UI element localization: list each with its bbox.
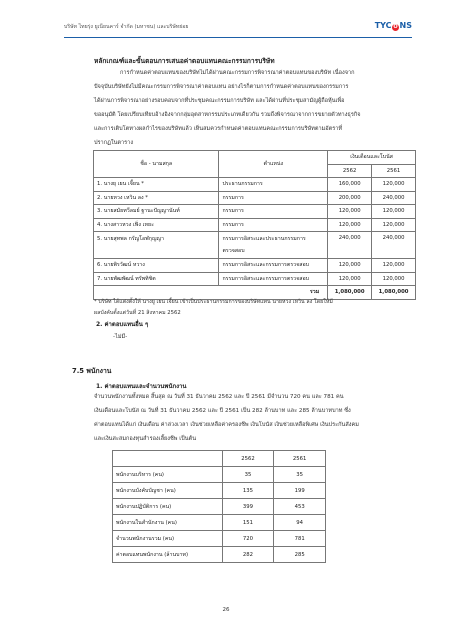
table-row: พนักงานบริหาร (คน) 35 35 [113, 467, 326, 483]
col-header-year: 2562 [222, 451, 274, 467]
table-row: 2. นายหวง เหวิน ลง * กรรมการ 200,000 240,000 [94, 191, 416, 205]
table-row: จำนวนพนักงานรวม (คน) 720 781 [113, 531, 326, 547]
footnote: * บริษัท ได้แต่งตั้งให้ นางยู เยน เจี้ยน เข้าเป็นประธานกรรมการของบริษัทแทน นายหวง เหวิน ลง โดยให้มี ผลบังคับตั้งแต่วันที่ 21 สิงหาคม 2562 [94, 299, 333, 316]
staff-table [112, 450, 326, 563]
staff-section-title: 7.5 พนักงาน [72, 367, 112, 375]
company-logo: TYC O NS [374, 21, 412, 30]
table-row: 1. นางยุ เยน เจี้ยน * ประธานกรรมการ 160,000 120,000 [94, 178, 416, 192]
col-header-year: 2562 [328, 164, 372, 178]
director-remuneration-table [93, 150, 416, 300]
other-compensation-value: -ไม่มี- [113, 334, 128, 340]
table-row: พนักงานบังคับบัญชา (คน) 135 199 [113, 483, 326, 499]
col-header-name: ชื่อ - นามสกุล [94, 151, 219, 178]
table-row: พนักงานในสำนักงาน (คน) 151 94 [113, 515, 326, 531]
table-row: 3. นายสมัยทวีลมย์ ฐานะปัญญานันท์ กรรมการ 120,000 120,000 [94, 205, 416, 219]
table-row: 7. นายพัฒพัฒน์ ทรัพทิชิต กรรมการอิสระและกรรมการตรวจสอบ 120,000 120,000 [94, 272, 416, 286]
col-header-year: 2561 [372, 164, 416, 178]
col-header-year: 2561 [274, 451, 326, 467]
other-compensation-title: 2. ค่าตอบแทนอื่น ๆ [96, 321, 149, 328]
table-row: 4. นางสาวหวง เฟิ่ง เหยะ กรรมการ 120,000 120,000 [94, 218, 416, 232]
company-name: บริษัท ไทยรุ่ง ยูเนียนคาร์ จำกัด (มหาชน) และบริษัทย่อย [64, 24, 189, 30]
page-header [64, 21, 412, 35]
table-row: 5. นายสุทพล กรัญโอฬกุญญา กรรมการอิสระและประธานกรรมการ ตรวจสอบ 240,000 240,000 [94, 232, 416, 259]
remuneration-paragraph: การกำหนดค่าตอบแทนของบริษัทไม่ได้ผ่านคณะกรรมการพิจารณาค่าตอบแทนของบริษัท เนื่องจาก ปัจจุบันบริษัทยังไม่มีคณะกรรมการพิจารณาค่าตอบแทน อย่างไรก็ตามการกำหนดค่าตอบแทนของกรรมการ ได้ผ่านการพิจารณาอย่างรอบคอบจากที่ประชุมคณะกรรมการบริษัท และได้ผ่านที่ประชุมสามัญผู้ถือหุ้นเพื่อ ขออนุมัติ โดยเปรียบเทียบอ้างอิงจากกลุ่มอุตสาหกรรมประเภทเดียวกัน รวมถึงพิจารณาจากการขยายตัวทางธุรกิจ และการเติบโตทางผลกำไรของบริษัทแล้ว เห็นสมควรกำหนดค่าตอบแทนคณะกรรมการบริษัทตามอัตราที่ ปรากฏในตาราง [94, 70, 361, 146]
table-row: ค่าตอบแทนพนักงาน (ล้านบาท) 282 285 [113, 547, 326, 563]
col-header-salary-bonus: เงินเดือนและโบนัส [328, 151, 416, 165]
staff-subtitle: 1. ค่าตอบแทนและจำนวนพนักงาน [96, 383, 187, 390]
col-header-position: ตำแหน่ง [219, 151, 328, 178]
table-row: พนักงานปฏิบัติการ (คน) 399 453 [113, 499, 326, 515]
remuneration-title: หลักเกณฑ์และขั้นตอนการเสนอค่าตอบแทนคณะกรรมการบริษัท [94, 57, 275, 65]
header-rule [64, 37, 412, 38]
page-number: 26 [222, 607, 230, 613]
logo-mark: O [393, 24, 398, 30]
staff-paragraph: จำนวนพนักงานทั้งหมด สิ้นสุด ณ วันที่ 31 ธันวาคม 2562 และ ปี 2561 มีจำนวน 720 คน และ 781 คน เงินเดือนและโบนัส ณ วันที่ 31 ธันวาคม 2562 และ ปี 2561 เป็น 282 ล้านบาท และ 285 ล้านบาทบาท ซึ่ง ค่าตอบแทนได้แก่ เงินเดือน ค่าล่วงเวลา เงินช่วยเหลือค่าครองชีพ เงินโบนัส เงินช่วยเหลือพิเศษ เงินประกันสังคม และเงินสะสมกองทุนสำรองเลี้ยงชีพ เป็นต้น [94, 394, 359, 442]
table-row: 6. นายพิรวัฒน์ หวาง กรรมการอิสระและกรรมการตรวจสอบ 120,000 120,000 [94, 259, 416, 273]
table-total-row: รวม 1,080,000 1,080,000 [94, 286, 416, 300]
